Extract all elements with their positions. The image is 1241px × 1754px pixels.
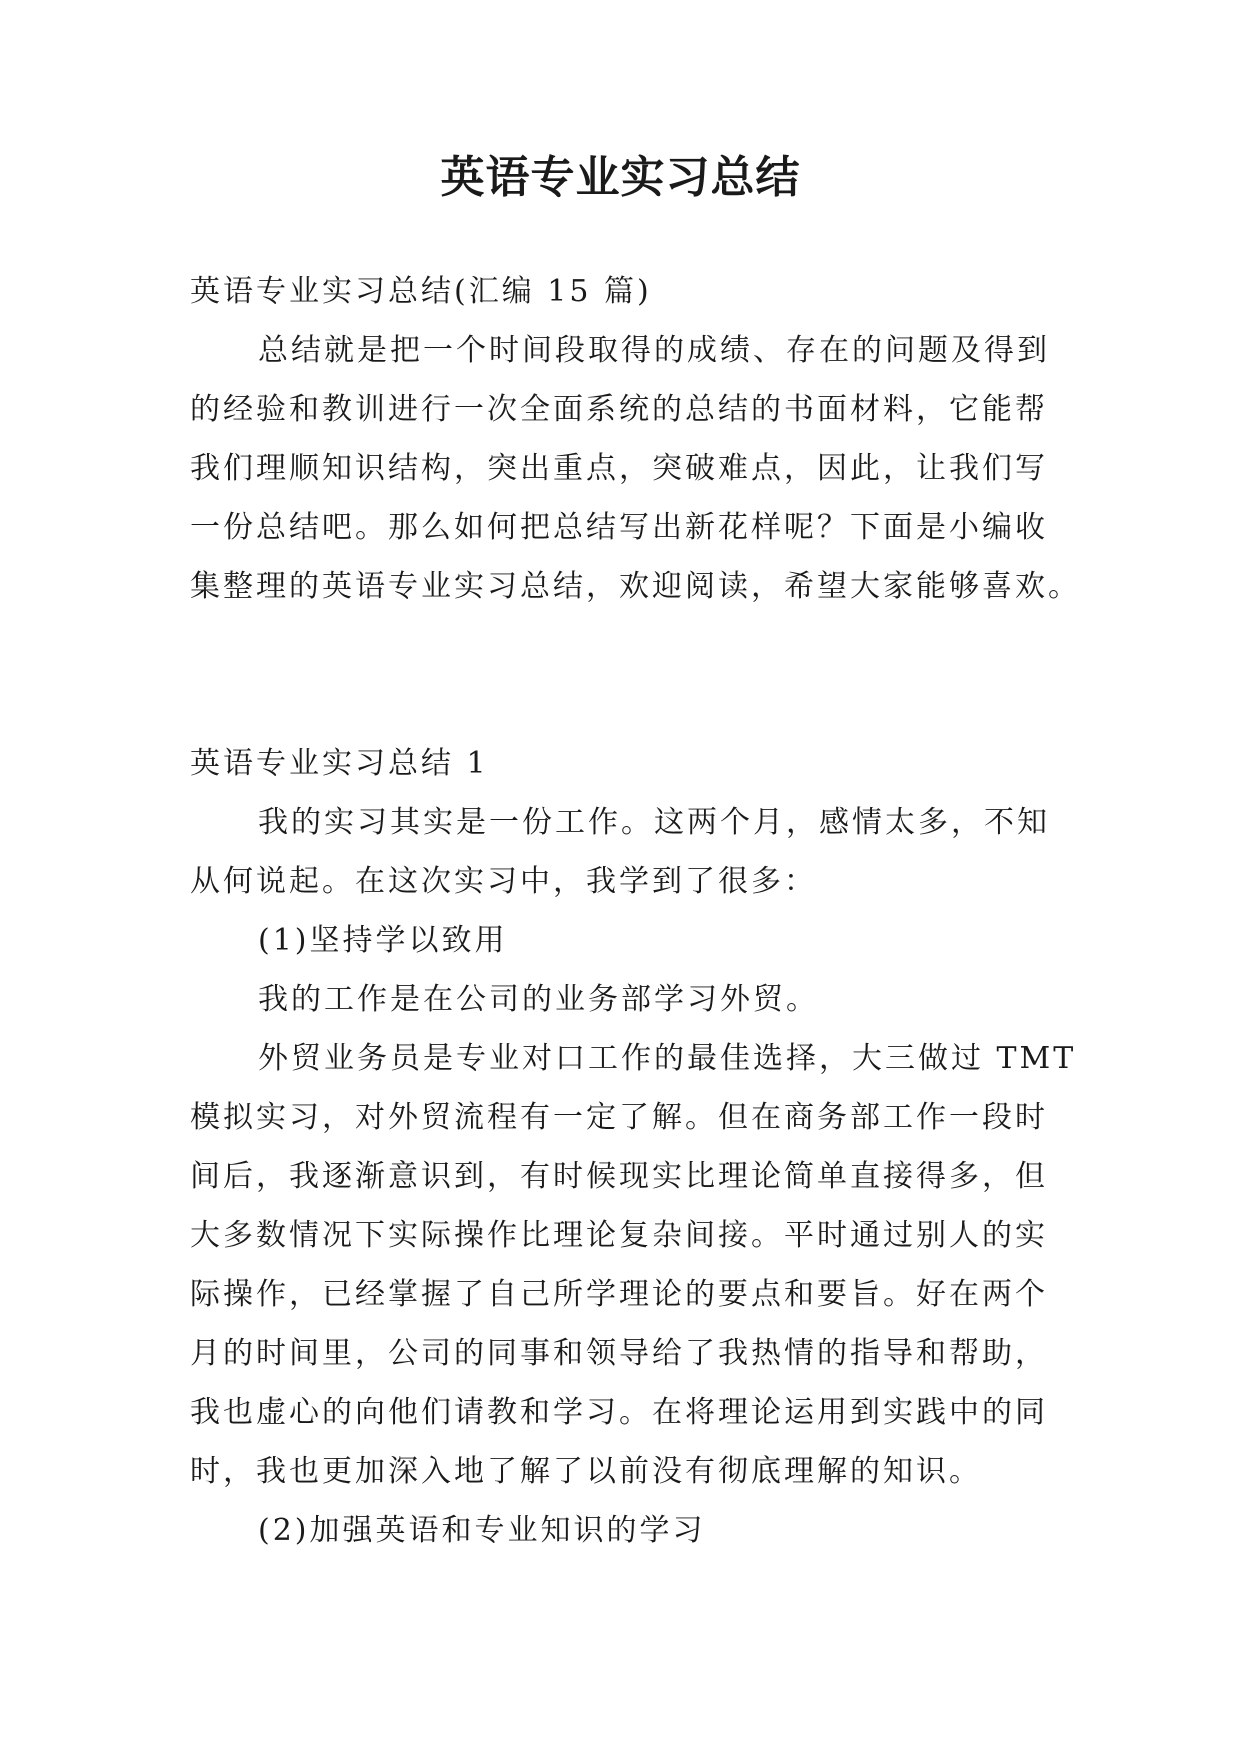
- section-gap: [190, 616, 1070, 734]
- document-body: [190, 262, 1081, 1560]
- intro-line: 总结就是把一个时间段取得的成绩、存在的问题及得到: [258, 333, 1050, 368]
- paragraph-line: 从何说起。在这次实习中，我学到了很多：: [190, 864, 817, 899]
- paragraph-line: 际操作，已经掌握了自己所学理论的要点和要旨。好在两个: [190, 1277, 1048, 1312]
- intro-line: 的经验和教训进行一次全面系统的总结的书面材料，它能帮: [190, 392, 1048, 427]
- list-item-heading: (1)坚持学以致用: [258, 923, 508, 958]
- paragraph-line: 大多数情况下实际操作比理论复杂间接。平时通过别人的实: [190, 1218, 1048, 1253]
- intro-line: 一份总结吧。那么如何把总结写出新花样呢？下面是小编收: [190, 510, 1048, 545]
- paragraph-line: 我的实习其实是一份工作。这两个月，感情太多，不知: [258, 805, 1050, 840]
- paragraph-line: 时，我也更加深入地了解了以前没有彻底理解的知识。: [190, 1454, 982, 1489]
- paragraph-line: 模拟实习，对外贸流程有一定了解。但在商务部工作一段时: [190, 1100, 1048, 1135]
- paragraph-line: 我也虚心的向他们请教和学习。在将理论运用到实践中的同: [190, 1395, 1048, 1430]
- intro-paragraph: [190, 321, 1081, 616]
- paragraph-line: 间后，我逐渐意识到，有时候现实比理论简单直接得多，但: [190, 1159, 1048, 1194]
- section-heading: 英语专业实习总结 1: [190, 746, 489, 781]
- list-item-heading: (2)加强英语和专业知识的学习: [258, 1513, 706, 1548]
- document-subtitle: 英语专业实习总结(汇编 15 篇): [190, 274, 652, 309]
- intro-line: 我们理顺知识结构，突出重点，突破难点，因此，让我们写: [190, 451, 1048, 486]
- paragraph-line: 我的工作是在公司的业务部学习外贸。: [258, 982, 819, 1017]
- paragraph-line: 月的时间里，公司的同事和领导给了我热情的指导和帮助，: [190, 1336, 1048, 1371]
- document-title: 英语专业实习总结: [440, 152, 801, 203]
- section-paragraph: [190, 793, 1070, 911]
- intro-line: 集整理的英语专业实习总结，欢迎阅读，希望大家能够喜欢。: [190, 569, 1081, 604]
- section-paragraph: [190, 1029, 1077, 1501]
- paragraph-line: 外贸业务员是专业对口工作的最佳选择，大三做过 TMT: [258, 1041, 1077, 1076]
